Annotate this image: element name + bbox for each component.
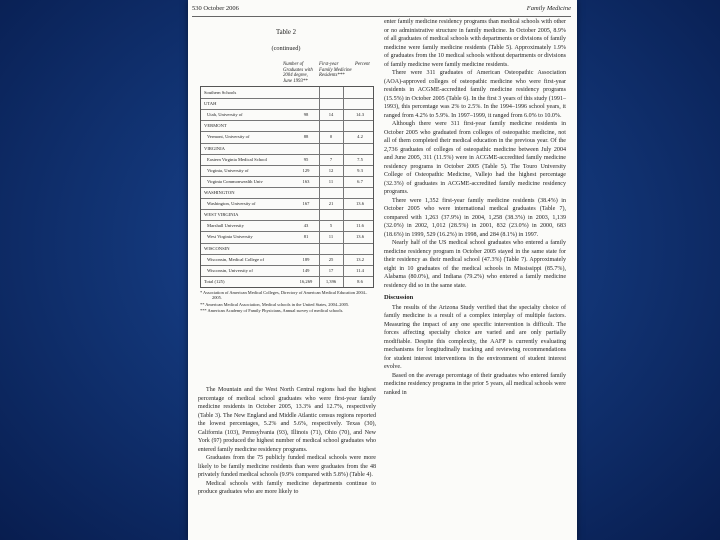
left-column-text — [198, 386, 376, 497]
paragraph: Graduates from the 75 publicly funded medical schools were more likely to be family medicine residents than were graduates from the 48 privately funded medical schools (9.9% compared with 5.8%) (Table 4). — [198, 455, 376, 478]
table-footnotes — [200, 290, 372, 315]
row-value: 13.6 — [355, 234, 365, 240]
row-value: 13.6 — [355, 201, 365, 207]
row-label: VERMONT — [204, 123, 227, 129]
row-label: WASHINGTON — [204, 190, 235, 195]
table-row — [201, 276, 373, 287]
table-row — [201, 231, 373, 242]
row-value: 0 — [329, 134, 333, 140]
row-label: Wisconsin, Medical College of — [207, 256, 264, 262]
column-header-residents: First-year Family Medicine Residents*** — [319, 62, 352, 79]
table-title: Table 2 — [275, 29, 297, 36]
table-row — [201, 131, 373, 142]
row-label: Virginia Commonwealth Univ — [207, 178, 263, 184]
table-row — [201, 187, 373, 198]
row-label: Utah, University of — [207, 112, 243, 118]
row-value: 14 — [328, 112, 334, 118]
journal-title: Family Medicine — [526, 5, 571, 12]
row-label: Southern Schools — [204, 90, 237, 95]
row-value: 98 — [303, 112, 309, 118]
footnote: ** American Medical Association, Medical schools in the United States, 2004–2005. — [200, 301, 350, 307]
table-row — [201, 198, 373, 209]
row-value: 8.6 — [357, 278, 363, 284]
row-label: Washington, University of — [207, 201, 256, 207]
row-value: 4.2 — [357, 134, 363, 140]
row-value: 7 — [329, 156, 333, 162]
page-number-date: 530 October 2006 — [192, 5, 239, 12]
page-header — [192, 4, 571, 17]
row-label: Eastern Virginia Medical School — [207, 156, 267, 162]
table-row — [201, 254, 373, 265]
row-label: WISCONSIN — [204, 245, 230, 251]
paragraph: There were 1,352 first-year family medicine residents (38.4%) in October 2005 who were international medical graduates (Table 7), compared with 1,263 (37.9%) in 2004, 1,258 (38.3%) in 2003, 1,139 (32.0%) in 2002, 1,012 (28.5%) in 2001, 832 (23.0%) in 2000, 683 (18.6%) in 1999, 529 (16.2%) in 1998, and 284 (8.1%) in 1997. — [384, 197, 566, 238]
row-value: 7.5 — [357, 156, 363, 162]
row-value: 129 — [302, 167, 310, 173]
paragraph: Although there were 311 first-year family medicine residents in October 2005 who graduated from colleges of osteopathic medicine, not all of them completed their medical education in the previous year. Of the 2,736 graduates of colleges of osteopathic medicine between July 2004 and June 2005, 311 (11.5%) were in ACGME-accredited family medicine residency programs in October 2005 (Table 5). The Touro University College of Osteopathic Medicine, Vallejo had the highest percentage (32.3%) of graduates in ACGME-accredited family medicine residency programs. — [384, 121, 566, 195]
row-value: 81 — [303, 234, 309, 240]
table-row — [201, 98, 373, 109]
column-header-percent: Percent — [355, 62, 370, 67]
table-row — [201, 220, 373, 231]
table-row — [201, 165, 373, 176]
row-value: 6.7 — [357, 178, 363, 184]
row-value: 163 — [302, 178, 310, 184]
row-label: Virginia, University of — [207, 167, 249, 173]
right-column-text — [384, 18, 566, 397]
table-row — [201, 109, 373, 120]
row-value: 11.6 — [356, 223, 364, 229]
row-value: 17 — [328, 267, 334, 273]
table-row — [201, 265, 373, 276]
table-row — [201, 120, 373, 131]
row-label: West Virginia University — [207, 234, 253, 240]
row-value: 149 — [302, 267, 310, 273]
row-value: 88 — [303, 134, 309, 140]
paragraph: Medical schools with family medicine departments continue to produce graduates who are more likely to — [198, 480, 376, 495]
paragraph: The results of the Arizona Study verified that the specialty choice of family medicine is a result of a complex interplay of multiple factors. Measuring the impact of any one specific intervention is difficult. The forces affecting specialty choice are varied and are only partially modifiable. Despite this complexity, the AAFP is currently evaluating mechanisms for longitudinally tracking and reviewing recommendations for student interest interventions in the environment of student interest evolve. — [384, 304, 566, 370]
journal-page — [188, 0, 577, 540]
row-value: 11 — [328, 234, 334, 240]
row-value: 14.3 — [355, 112, 365, 118]
column-header-graduates: Number of Graduates with 2004 degree, June 1993** — [283, 62, 313, 84]
row-label: Vermont, University of — [207, 134, 250, 140]
row-value: 16,269 — [299, 278, 313, 284]
table-grid — [200, 62, 374, 288]
row-value: 1,396 — [325, 278, 337, 284]
row-value: 95 — [303, 156, 309, 162]
row-label: WEST VIRGINIA — [204, 212, 239, 218]
row-label: Wisconsin, University of — [207, 267, 253, 273]
table-row — [201, 143, 373, 154]
row-label: Total (125) — [204, 278, 225, 284]
row-value: 167 — [302, 201, 310, 207]
row-value: 9.3 — [357, 167, 363, 173]
paragraph: Based on the average percentage of their graduates who entered family medicine residency programs in the prior 5 years, all medical schools were ranked in — [384, 372, 566, 396]
row-value: 21 — [328, 201, 334, 207]
row-value: 11 — [328, 178, 334, 184]
row-value: 25 — [328, 256, 334, 262]
table-row — [201, 243, 373, 254]
row-value: 5 — [329, 223, 333, 229]
row-value: 11.4 — [356, 267, 364, 273]
table-row — [201, 176, 373, 187]
row-label: Marshall University — [207, 223, 244, 229]
paragraph: Nearly half of the US medical school graduates who entered a family medicine residency program in October 2005 stayed in the same state for their residency as their medical school (47.3%) (Table 7). Approximately eight in 10 graduates of the medical schools in Mississippi (85.7%), Alabama (80.0%), and Indiana (79.2%) who entered a family medicine residency did so in the same state. — [384, 240, 566, 289]
footnote: * Association of American Medical Colleges, Directory of American Medical Education 2004–2005. — [200, 290, 368, 301]
table-row — [201, 87, 373, 98]
row-value: 12 — [328, 167, 334, 173]
table-subtitle: (continued) — [271, 45, 301, 52]
footnote: *** American Academy of Family Physicians, Annual survey of medical schools. — [200, 308, 344, 314]
row-value: 189 — [302, 256, 310, 262]
paragraph: enter family medicine residency programs than medical schools with other or no administrative structure in family medicine. In October 2005, 8.9% of all graduates of medical schools with departments or divisions of family medicine were family medicine residents (Table 5). Approximately 1.9% of graduates from the 10 medical schools without departments or divisions of family medicine were family medicine residents. — [384, 19, 566, 68]
data-table — [200, 28, 372, 288]
paragraph: There were 311 graduates of American Osteopathic Association (AOA)-approved colleges of osteopathic medicine who were first-year residents in ACGME-accredited family medicine residency programs (15.5%) in October 2005 (Table 6). In the first 3 years of this study (1991–1993), this percentage was 2% to 2.5%. In the 1994–1996 school years, it ranged from 4.2% to 5.9%. In 1997–1999, it ranged from 6.0% to 10.0%. — [384, 70, 566, 119]
row-label: UTAH — [204, 101, 217, 107]
paragraph: The Mountain and the West North Central regions had the highest percentage of medical school graduates who were first-year family medicine residents in October 2005, 13.3% and 12.7%, respectively (Table 3). The New England and Middle Atlantic census regions reported the lowest percentages, 5.2% and 5.6%, respectively. Texas (30), California (103), Pennsylvania (93), Illinois (71), Ohio (70), and New York (97) produced the highest number of medical school graduates who entered family medicine residency programs. — [198, 387, 376, 453]
section-heading-discussion: Discussion — [384, 294, 414, 301]
table-row — [201, 154, 373, 165]
table-row — [201, 209, 373, 220]
row-value: 13.2 — [355, 256, 365, 262]
row-value: 43 — [303, 223, 309, 229]
row-label: VIRGINIA — [204, 145, 225, 151]
